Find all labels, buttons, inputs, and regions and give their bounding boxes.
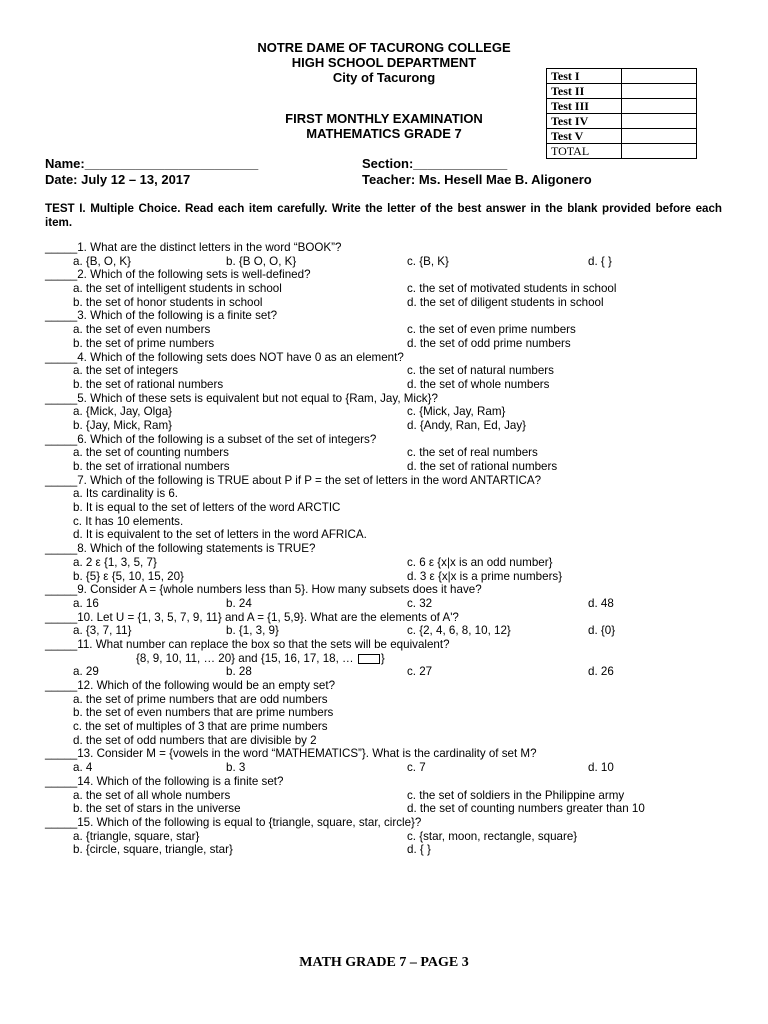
score-blank	[622, 114, 697, 129]
question-line	[45, 351, 735, 365]
answer-choice: d. It is equivalent to the set of letters in the word AFRICA.	[73, 528, 367, 542]
question-text: _____4. Which of the following sets does NOT have 0 as an element?	[45, 350, 404, 364]
answer-choice: a. {Mick, Jay, Olga}	[73, 405, 173, 419]
score-blank	[622, 129, 697, 144]
answer-choice: a. {3, 7, 11}	[73, 624, 132, 638]
answer-choice: c. the set of motivated students in school	[407, 282, 617, 296]
teacher-name: Teacher: Ms. Hesell Mae B. Aligonero	[362, 172, 592, 187]
answer-choice: d. {Andy, Ran, Ed, Jay}	[407, 418, 527, 432]
answer-choice: d. 10	[588, 761, 614, 775]
answer-choice: b. 3	[226, 761, 246, 775]
score-blank	[622, 144, 697, 159]
answer-choice: a. the set of intelligent students in school	[73, 282, 282, 296]
question-text: _____14. Which of the following is a finite set?	[45, 774, 284, 788]
answer-choice: a. 2 ε {1, 3, 5, 7}	[73, 555, 157, 569]
answer-choice: a. 4	[73, 761, 93, 775]
question-line	[45, 515, 735, 529]
question-text: _____8. Which of the following statements is TRUE?	[45, 542, 316, 556]
answer-choice: c. the set of even prime numbers	[407, 323, 576, 337]
question-text: _____3. Which of the following is a finite set?	[45, 309, 278, 323]
question-line	[45, 679, 735, 693]
school-name: NOTRE DAME OF TACURONG COLLEGE	[257, 40, 511, 55]
answer-box-icon	[358, 654, 380, 664]
exam-title: FIRST MONTHLY EXAMINATION	[285, 111, 483, 126]
answer-choice: b. {B O, O, K}	[226, 254, 297, 268]
answer-choice: b. the set of prime numbers	[73, 336, 215, 350]
question-line	[45, 487, 735, 501]
question-line	[45, 652, 735, 666]
answer-choice: b. {1, 3, 9}	[226, 624, 279, 638]
answer-choice: a. 16	[73, 596, 99, 610]
score-row	[547, 69, 697, 84]
answer-choice: c. the set of multiples of 3 that are prime numbers	[73, 720, 328, 734]
score-label: Test IV	[547, 114, 622, 129]
answer-choice: d. the set of diligent students in school	[407, 295, 604, 309]
question-line	[45, 843, 735, 857]
answer-choice: d. the set of rational numbers	[407, 460, 558, 473]
answer-choice: a. {triangle, square, star}	[73, 829, 200, 843]
answer-choice: b. the set of irrational numbers	[73, 460, 230, 473]
question-line	[45, 446, 735, 460]
question-line	[45, 816, 735, 830]
score-label: TOTAL	[547, 144, 622, 159]
score-label: Test V	[547, 129, 622, 144]
answer-choice: c. 7	[407, 761, 426, 775]
answer-choice: d. { }	[588, 254, 612, 268]
question-line	[45, 419, 735, 433]
question-line	[45, 747, 735, 761]
answer-choice: d. the set of whole numbers	[407, 377, 550, 391]
answer-choice: c. {2, 4, 6, 8, 10, 12}	[407, 624, 511, 638]
question-sets	[136, 652, 385, 666]
question-line	[45, 693, 735, 707]
question-line	[45, 624, 735, 638]
score-blank	[622, 84, 697, 99]
answer-choice: d. the set of odd prime numbers	[407, 336, 571, 350]
answer-choice: d. { }	[407, 843, 431, 857]
answer-choice: a. the set of even numbers	[73, 323, 211, 337]
answer-choice: d. 26	[588, 665, 614, 679]
test-instructions: TEST I. Multiple Choice. Read each item carefully. Write the letter of the best answer in the blank provided before each item.	[45, 202, 722, 229]
question-line	[45, 542, 735, 556]
score-row	[547, 99, 697, 114]
question-line	[45, 241, 735, 255]
question-line	[45, 364, 735, 378]
question-line	[45, 255, 735, 269]
answer-choice: a. the set of integers	[73, 364, 179, 378]
answer-choice: b. {circle, square, triangle, star}	[73, 843, 233, 857]
answer-choice: d. the set of odd numbers that are divisible by 2	[73, 733, 317, 747]
question-line	[45, 638, 735, 652]
question-line	[45, 433, 735, 447]
answer-choice: c. {star, moon, rectangle, square}	[407, 829, 578, 843]
department-name: HIGH SCHOOL DEPARTMENT	[291, 55, 477, 70]
question-line	[45, 337, 735, 351]
answer-choice: d. the set of counting numbers greater than 10	[407, 802, 645, 816]
city-name: City of Tacurong	[332, 70, 436, 85]
question-text: _____13. Consider M = {vowels in the word “MATHEMATICS”}. What is the cardinality of set M?	[45, 747, 537, 761]
answer-choice: b. the set of even numbers that are prime numbers	[73, 706, 334, 720]
question-text: _____12. Which of the following would be an empty set?	[45, 679, 336, 692]
question-text: _____11. What number can replace the box so that the sets will be equivalent?	[45, 637, 450, 651]
answer-choice: b. It is equal to the set of letters of the word ARCTIC	[73, 501, 341, 515]
answer-choice: d. 48	[588, 596, 614, 610]
answer-choice: c. 6 ε {x|x is an odd number}	[407, 555, 553, 569]
question-line	[45, 830, 735, 844]
question-line	[45, 775, 735, 789]
question-line	[45, 720, 735, 734]
answer-choice: a. the set of prime numbers that are odd numbers	[73, 692, 328, 706]
question-line	[45, 611, 735, 625]
answer-choice: c. 32	[407, 596, 433, 610]
answer-choice: c. the set of soldiers in the Philippine army	[407, 788, 625, 802]
answer-choice: c. It has 10 elements.	[73, 514, 184, 528]
answer-choice: b. the set of rational numbers	[73, 377, 224, 391]
question-text: _____7. Which of the following is TRUE about P if P = the set of letters in the word ANTARTICA?	[45, 473, 542, 487]
score-table	[546, 68, 697, 159]
subject-title: MATHEMATICS GRADE 7	[306, 126, 462, 141]
score-row	[547, 144, 697, 159]
answer-choice: b. 28	[226, 665, 252, 679]
answer-choice: b. {Jay, Mick, Ram}	[73, 418, 173, 432]
score-blank	[622, 99, 697, 114]
answer-choice: b. {5} ε {5, 10, 15, 20}	[73, 569, 184, 583]
question-line	[45, 789, 735, 803]
score-label: Test I	[547, 69, 622, 84]
question-line	[45, 268, 735, 282]
score-label: Test II	[547, 84, 622, 99]
question-text: _____1. What are the distinct letters in the word “BOOK”?	[45, 241, 342, 254]
score-row	[547, 114, 697, 129]
question-line	[45, 597, 735, 611]
question-line	[45, 802, 735, 816]
question-text: _____5. Which of these sets is equivalent but not equal to {Ram, Jay, Mick}?	[45, 391, 438, 405]
question-line	[45, 501, 735, 515]
question-line	[45, 405, 735, 419]
question-line	[45, 460, 735, 474]
question-line	[45, 528, 735, 542]
name-field: Name:________________________	[45, 156, 259, 171]
answer-choice: b. 24	[226, 596, 252, 610]
question-line	[45, 556, 735, 570]
question-line	[45, 570, 735, 584]
answer-choice: b. the set of stars in the universe	[73, 802, 241, 816]
score-row	[547, 84, 697, 99]
question-line	[45, 309, 735, 323]
answer-choice: a. the set of counting numbers	[73, 446, 229, 460]
answer-choice: a. 29	[73, 665, 99, 679]
answer-choice: c. 27	[407, 665, 433, 679]
question-list	[45, 241, 735, 857]
question-text: _____6. Which of the following is a subset of the set of integers?	[45, 432, 377, 446]
question-line	[45, 583, 735, 597]
question-line	[45, 392, 735, 406]
exam-date: Date: July 12 – 13, 2017	[45, 172, 191, 187]
answer-choice: c. the set of natural numbers	[407, 364, 554, 378]
answer-choice: a. the set of all whole numbers	[73, 788, 231, 802]
question-text: _____10. Let U = {1, 3, 5, 7, 9, 11} and A = {1, 5,9}. What are the elements of A'?	[45, 610, 459, 624]
answer-choice: a. Its cardinality is 6.	[73, 487, 179, 501]
question-line	[45, 378, 735, 392]
answer-choice: c. {Mick, Jay, Ram}	[407, 405, 506, 419]
question-text: _____2. Which of the following sets is well-defined?	[45, 268, 311, 282]
answer-choice: b. the set of honor students in school	[73, 295, 263, 309]
question-line	[45, 282, 735, 296]
question-line	[45, 665, 735, 679]
answer-choice: a. {B, O, K}	[73, 254, 132, 268]
question-line	[45, 296, 735, 310]
question-sets-close: }	[380, 651, 385, 665]
question-text: _____15. Which of the following is equal to {triangle, square, star, circle}?	[45, 815, 422, 829]
question-sets-text: {8, 9, 10, 11, … 20} and {15, 16, 17, 18, …	[136, 651, 357, 665]
score-label: Test III	[547, 99, 622, 114]
question-line	[45, 474, 735, 488]
score-row	[547, 129, 697, 144]
answer-choice: c. {B, K}	[407, 254, 449, 268]
answer-choice: d. {0}	[588, 624, 616, 638]
question-line	[45, 734, 735, 748]
question-line	[45, 323, 735, 337]
section-field: Section:_____________	[362, 156, 508, 171]
answer-choice: d. 3 ε {x|x is a prime numbers}	[407, 569, 563, 583]
question-line	[45, 761, 735, 775]
page-footer: MATH GRADE 7 – PAGE 3	[299, 955, 469, 970]
score-blank	[622, 69, 697, 84]
question-line	[45, 706, 735, 720]
question-text: _____9. Consider A = {whole numbers less than 5}. How many subsets does it have?	[45, 583, 482, 597]
answer-choice: c. the set of real numbers	[407, 446, 538, 460]
